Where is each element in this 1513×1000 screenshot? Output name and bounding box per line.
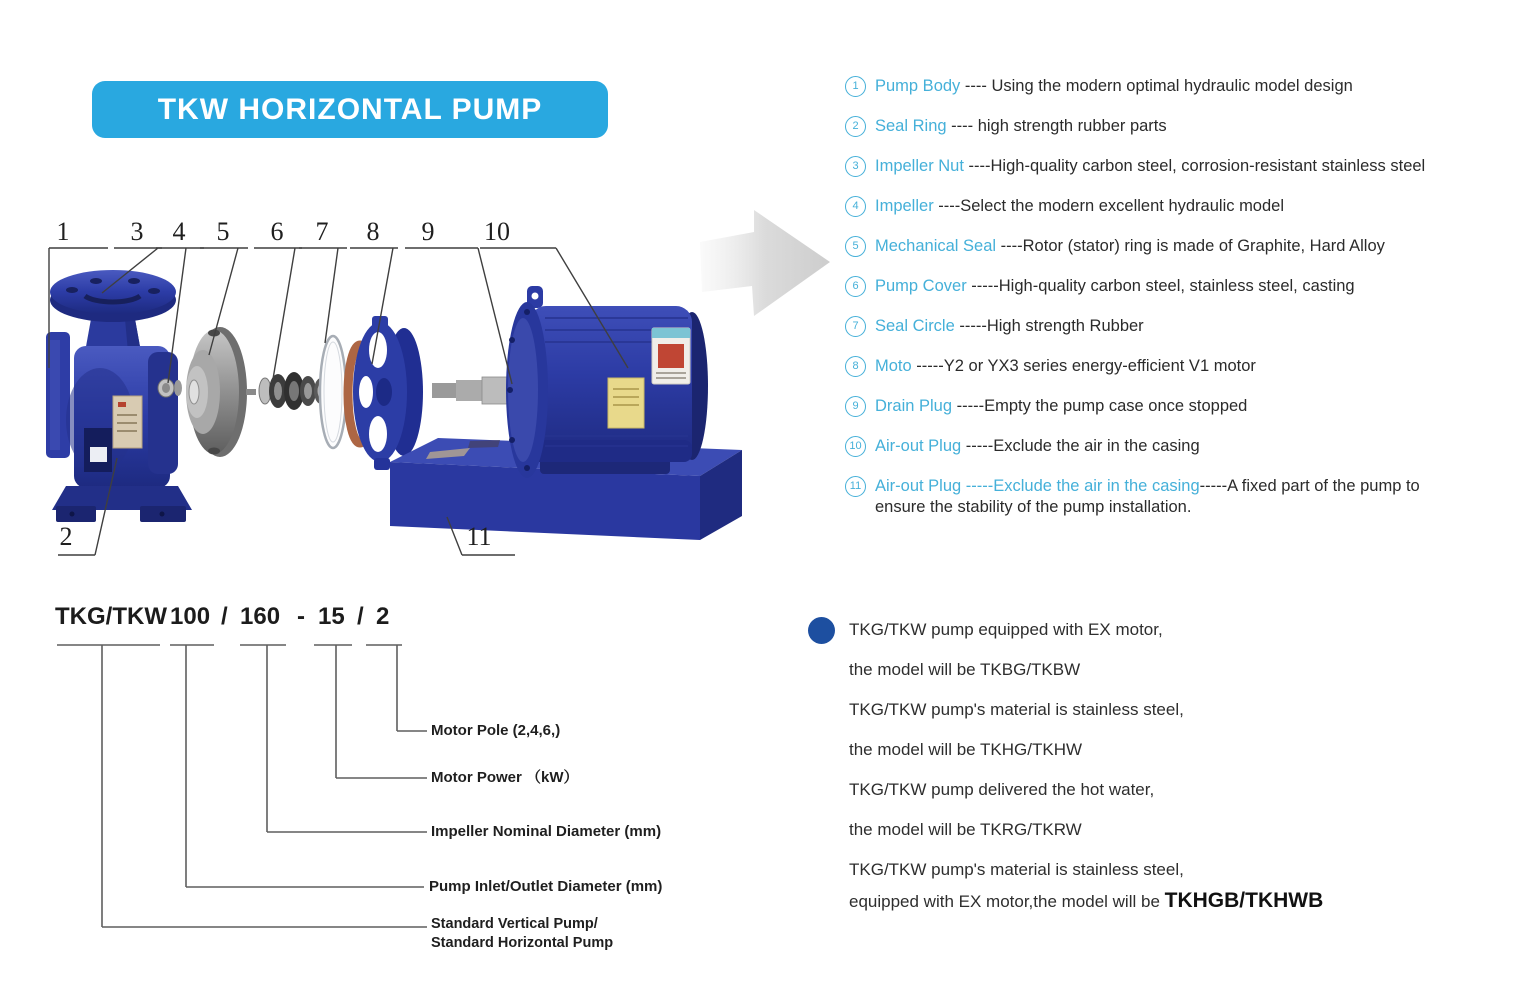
part-callout-11: 11 [466,522,492,551]
page-title: TKW HORIZONTAL PUMP [157,92,543,126]
parts-list-item [845,476,1507,518]
part-name: Drain Plug [875,397,953,415]
model-separator: - [297,603,305,630]
part-callout-8: 8 [366,217,380,246]
part-description: -----Y2 or YX3 series energy-efficient V1 motor [911,357,1256,375]
pump-cover-illustration [348,316,423,470]
note-line: TKG/TKW pump delivered the hot water, [849,780,1155,799]
part-number-badge: 1 [845,76,866,97]
model-segment-impeller: 160 [240,603,281,630]
part-name: Impeller Nut [875,157,964,175]
part-callout-7: 7 [315,217,329,246]
part-callout-5: 5 [216,217,230,246]
parts-list [845,76,1507,537]
model-label-motor-pole: Motor Pole (2,4,6,) [431,722,561,739]
part-callout-3: 3 [130,217,144,246]
part-description: -----Exclude the air in the casing [961,437,1200,455]
note-line [849,891,1489,911]
part-description: -----Empty the pump case once stopped [952,397,1248,415]
part-name: Seal Ring [875,117,947,135]
part-number-badge: 5 [845,236,866,257]
part-name: Pump Cover [875,277,967,295]
part-name: Air-out Plug -----Exclude the air in the casing [875,477,1200,495]
parts-list-item [845,156,1507,177]
model-label-inlet-diameter: Pump Inlet/Outlet Diameter (mm) [429,878,663,895]
part-number-badge: 8 [845,356,866,377]
part-callout-4: 4 [172,217,186,246]
model-label-motor-power: Motor Power （kW） [431,769,579,786]
part-callout-1: 1 [56,217,70,246]
parts-list-item [845,356,1507,377]
model-tree-connectors [57,645,427,927]
part-number-badge: 9 [845,396,866,417]
note-highlight-model: TKHGB/TKHWB [1164,889,1324,912]
part-name: Pump Body [875,77,961,95]
parts-list-item [845,76,1507,97]
part-number-badge: 3 [845,156,866,177]
part-name: Air-out Plug [875,437,962,455]
part-number-badge: 7 [845,316,866,337]
note-line: TKG/TKW pump's material is stainless steel, [849,700,1184,719]
parts-list-item [845,396,1507,417]
part-name: Mechanical Seal [875,237,997,255]
part-name: Impeller [875,197,934,215]
part-callout-6: 6 [270,217,284,246]
part-callout-2: 2 [59,522,73,551]
part-description: ----Rotor (stator) ring is made of Graphite, Hard Alloy [996,237,1385,255]
part-description: ----Select the modern excellent hydraulic model [933,197,1285,215]
model-label-impeller-diameter: Impeller Nominal Diameter (mm) [431,823,662,840]
part-description: -----A fixed part of the pump to ensure the stability of the pump installation. [875,477,1420,516]
title-banner [92,81,608,138]
part-callout-9: 9 [421,217,435,246]
model-segment-power: 15 [318,603,345,630]
model-segment-series: TKG/TKW [55,603,167,630]
part-description: ---- Using the modern optimal hydraulic model design [960,77,1353,95]
model-label-series-line2: Standard Horizontal Pump [431,935,614,951]
note-line: the model will be TKHG/TKHW [849,740,1083,759]
part-number-badge: 11 [845,476,866,497]
note-line: the model will be TKBG/TKBW [849,660,1081,679]
part-number-badge: 2 [845,116,866,137]
part-number-badge: 10 [845,436,866,457]
parts-list-item [845,316,1507,337]
transition-arrow-icon [700,210,830,316]
model-separator: / [221,603,228,630]
note-line: the model will be TKRG/TKRW [849,820,1082,839]
parts-list-item [845,236,1507,257]
model-variant-notes [849,620,1489,932]
note-line-text: equipped with EX motor,the model will be [849,892,1165,911]
parts-list-item [845,116,1507,137]
part-number-badge: 4 [845,196,866,217]
part-name: Seal Circle [875,317,955,335]
model-segment-pole: 2 [376,603,390,630]
part-description: -----High strength Rubber [954,317,1144,335]
parts-list-item [845,196,1507,217]
parts-list-item [845,436,1507,457]
seal-circle-illustration [320,336,346,448]
part-description: ----High-quality carbon steel, corrosion-resistant stainless steel [963,157,1426,175]
part-description: -----High-quality carbon steel, stainless steel, casting [966,277,1355,295]
part-name: Moto [875,357,912,375]
note-line: TKG/TKW pump equipped with EX motor, [849,620,1163,639]
note-line: TKG/TKW pump's material is stainless steel, [849,860,1184,879]
model-separator: / [357,603,364,630]
parts-list-item [845,276,1507,297]
note-bullet-icon [808,617,835,644]
model-segment-inlet: 100 [170,603,211,630]
mechanical-seal-illustration [246,372,328,410]
model-code [55,603,415,633]
part-description: ---- high strength rubber parts [946,117,1167,135]
part-number-badge: 6 [845,276,866,297]
model-label-series-line1: Standard Vertical Pump/ [431,916,598,932]
part-callout-10: 10 [484,217,510,246]
